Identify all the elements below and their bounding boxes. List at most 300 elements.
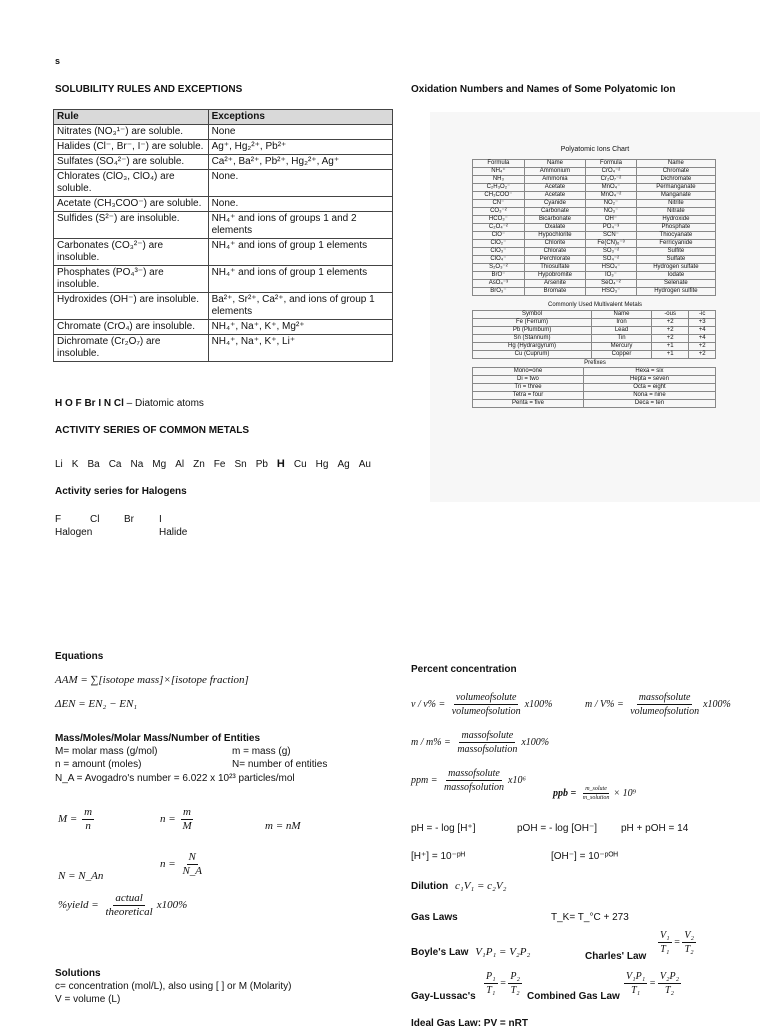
polyatomic-row [473, 240, 716, 248]
delta-en-equation: ΔEN = EN₂ − EN₁ [55, 698, 138, 710]
pa-h-formula2: Formula [586, 160, 637, 168]
pa-h-name2: Name [636, 160, 715, 168]
polyatomic-row-cell: C₂O₄⁻² [473, 224, 525, 232]
V1P1-over-T1 [624, 970, 647, 997]
polyatomic-row-cell: Thiocyanate [636, 232, 715, 240]
denominator: massofsolution [443, 782, 504, 793]
poh-formula: pOH = - log [OH⁻] [517, 823, 598, 834]
oh-conc-formula: [OH⁻] = 10⁻ᵖᴼᴴ [551, 851, 618, 862]
multivalent-row-cell: +4 [689, 335, 716, 343]
mm-lhs: m / m% = [411, 736, 451, 748]
mm-formula [411, 729, 549, 756]
gay-lussac-label: Gay-Lussac's [411, 991, 476, 1002]
solubility-row [54, 335, 393, 362]
prefix-row [473, 392, 716, 400]
mV-lhs: m / V% = [585, 698, 624, 710]
rule-cell: Dichromate (Cr₂O₇) are insoluble. [54, 335, 209, 362]
metal-Sn: Sn [234, 459, 247, 470]
polyatomic-row [473, 272, 716, 280]
molar-mass-formula [58, 806, 96, 833]
denominator: N_A [182, 865, 202, 877]
multivalent-row-cell: Sn (Stannum) [473, 335, 592, 343]
prefix-row [473, 368, 716, 376]
polyatomic-row [473, 288, 716, 296]
multivalent-row-cell: +2 [651, 319, 688, 327]
polyatomic-row-cell: BrO₃⁻ [473, 288, 525, 296]
denominator: T₁ [631, 985, 641, 996]
exception-cell: NH₄⁺ and ions of groups 1 and 2 elements [208, 212, 392, 239]
prefix-row-cell: Tri = three [473, 384, 584, 392]
halogen-title: Activity series for Halogens [55, 486, 187, 497]
solubility-row [54, 266, 393, 293]
numerator: m [183, 806, 191, 818]
equals: = [168, 813, 176, 826]
combined-gas-eq: $\frac{\text{V₁P₁}}{\text{T₁}}$ = $\frac{\text{V₂P₂}}{\text{T₂}}$ [626, 971, 680, 996]
prefix-row-cell: Hepta = seven [583, 376, 715, 384]
exception-cell: NH₄⁺ and ions of group 1 elements [208, 266, 392, 293]
vv-lhs: v / v% = [411, 698, 446, 710]
polyatomic-row-cell: Ammonium [524, 168, 585, 176]
ppb-lhs: ppb = [553, 787, 577, 799]
x100: x100% [156, 899, 188, 912]
polyatomic-row-cell: Ammonia [524, 176, 585, 184]
polyatomic-row [473, 224, 716, 232]
mv-h-symbol: Symbol [473, 311, 592, 319]
metal-Ag: Ag [337, 459, 350, 470]
N-formula: N = N_An [58, 870, 104, 882]
multivalent-row [473, 335, 716, 343]
solubility-title: SOLUBILITY RULES AND EXCEPTIONS [55, 84, 243, 95]
multivalent-row-cell: Cu (Cuprum) [473, 351, 592, 359]
halogen-Cl: Cl [90, 514, 100, 525]
mv-h-ous: -ous [651, 311, 688, 319]
diatomic-label: – Diatomic atoms [123, 398, 204, 409]
denominator: m_solution [582, 795, 610, 801]
polyatomic-row-cell: ClO⁻ [473, 232, 525, 240]
polyatomic-row-cell: SO₃⁻² [586, 248, 637, 256]
prefix-row [473, 400, 716, 408]
solubility-row [54, 212, 393, 239]
x10-9: × 10⁹ [613, 787, 637, 799]
solutions-title: Solutions [55, 968, 101, 979]
numerator: massofsolute [638, 692, 691, 703]
charles-eq: $\frac{\text{V₁}}{\text{T₁}}$ = $\frac{\text{V₂}}{\text{T₂}}$ [660, 930, 694, 955]
avogadro-line: N_A = Avogadro's number = 6.022 x 10²³ particles/mol [55, 773, 295, 784]
metal-Hg: Hg [315, 459, 329, 470]
polyatomic-row-cell: Acetate [524, 184, 585, 192]
prefix-row-cell: Hexa = six [583, 368, 715, 376]
denominator: n [85, 820, 91, 832]
combined-gas-label: Combined Gas Law [527, 991, 620, 1002]
polyatomic-row-cell: Permanganate [636, 184, 715, 192]
polyatomic-row-cell: Phosphate [636, 224, 715, 232]
pa-h-formula1: Formula [473, 160, 525, 168]
polyatomic-row-cell: NH₃ [473, 176, 525, 184]
polyatomic-row [473, 264, 716, 272]
polyatomic-row-cell: HSO₃⁻ [586, 288, 637, 296]
polyatomic-row-cell: CH₃COO⁻ [473, 192, 525, 200]
polyatomic-row-cell: Bromate [524, 288, 585, 296]
exception-cell: None. [208, 170, 392, 197]
multivalent-row-cell: +3 [689, 319, 716, 327]
multivalent-row-cell: Mercury [592, 343, 652, 351]
prefix-row [473, 376, 716, 384]
polyatomic-row [473, 192, 716, 200]
denominator: volumeofsolution [630, 706, 700, 717]
polyatomic-row-cell: Hydrogen sulfite [636, 288, 715, 296]
polyatomic-row-cell: Hypochlorite [524, 232, 585, 240]
boyle-eq: V₁P₁ = V₂P₂ [475, 946, 531, 958]
halogen-Br: Br [124, 514, 134, 525]
diatomic-atoms: H O F Br I N Cl [55, 398, 124, 409]
rule-cell: Sulfides (S²⁻) are insoluble. [54, 212, 209, 239]
multivalent-row-cell: +1 [651, 343, 688, 351]
metal-K: K [71, 459, 79, 470]
ppm-formula [411, 767, 526, 794]
polyatomic-row-cell: IO₃⁻ [586, 272, 637, 280]
prefix-title: Prefixes [584, 360, 606, 366]
def-entities: N= number of entities [232, 759, 328, 770]
polyatomic-row-cell: Cr₂O₇⁻² [586, 176, 637, 184]
polyatomic-row-cell: Iodate [636, 272, 715, 280]
rule-cell: Sulfates (SO₄²⁻) are soluble. [54, 155, 209, 170]
polyatomic-row-cell: SCN⁻ [586, 232, 637, 240]
solubility-table-wrap [53, 109, 393, 362]
boyle-label: Boyle's Law [411, 947, 469, 958]
gay-lussac-eq: $\frac{\text{P₁}}{\text{T₁}}$ = $\frac{\text{P₂}}{\text{T₂}}$ [486, 971, 520, 996]
ppm-lhs: ppm = [411, 774, 438, 786]
activity-title: ACTIVITY SERIES OF COMMON METALS [55, 425, 250, 436]
multivalent-row-cell: +2 [651, 327, 688, 335]
denominator: T₁ [486, 985, 496, 996]
x10-6: x10⁶ [508, 774, 526, 786]
solubility-row [54, 293, 393, 320]
numerator: P₂ [510, 971, 520, 982]
metal-Al: Al [175, 459, 185, 470]
ph-formula: pH = - log [H⁺] [411, 823, 476, 834]
numerator: massofsolute [461, 730, 514, 741]
polyatomic-row [473, 176, 716, 184]
rule-cell: Halides (Cl⁻, Br⁻, I⁻) are soluble. [54, 140, 209, 155]
ppb-formula [553, 785, 636, 802]
multivalent-table [472, 310, 716, 359]
polyatomic-row-cell: SO₄⁻² [586, 256, 637, 264]
polyatomic-row-cell: Sulfate [636, 256, 715, 264]
pa-h-name1: Name [524, 160, 585, 168]
prefix-row-cell: Mono=one [473, 368, 584, 376]
metal-Fe: Fe [213, 459, 226, 470]
halogen-I: I [159, 514, 162, 525]
numerator: V₁ [660, 930, 670, 941]
metal-Ca: Ca [108, 459, 122, 470]
numerator: m [84, 806, 93, 818]
M-symbol: M [58, 813, 68, 826]
solubility-row [54, 125, 393, 140]
prefix-table [472, 367, 716, 408]
rule-cell: Chromate (CrO₄) are insoluble. [54, 320, 209, 335]
def-mass: m = mass (g) [232, 746, 291, 757]
prefix-row-cell: Deca = ten [583, 400, 715, 408]
denominator: theoretical [105, 906, 153, 918]
actual-over-theoretical [103, 892, 154, 919]
solubility-row [54, 197, 393, 212]
polyatomic-row-cell: MnO₄⁻² [586, 192, 637, 200]
numerator: m_solute [585, 786, 607, 792]
polyatomic-title: Oxidation Numbers and Names of Some Polyatomic Ion [411, 84, 676, 95]
boyle-row [411, 946, 530, 958]
metal-Pb: Pb [255, 459, 268, 470]
polyatomic-row-cell: PO₄⁻³ [586, 224, 637, 232]
polyatomic-row-cell: Nitrite [636, 200, 715, 208]
h-conc-formula: [H⁺] = 10⁻ᵖᴴ [411, 851, 465, 862]
polyatomic-row-cell: Thiosulfate [524, 264, 585, 272]
polyatomic-row-cell: CN⁻ [473, 200, 525, 208]
mv-h-ic: -ic [689, 311, 716, 319]
m-over-n [82, 806, 94, 833]
def-molar-mass: M= molar mass (g/mol) [55, 746, 158, 757]
numerator: actual [115, 892, 143, 904]
multivalent-row-cell: +2 [689, 343, 716, 351]
polyatomic-row [473, 256, 716, 264]
solutions-line-1: c= concentration (mol/L), also using [ ] or M (Molarity) [55, 981, 292, 992]
polyatomic-row [473, 208, 716, 216]
solubility-row [54, 170, 393, 197]
kelvin-formula: T_K= T_°C + 273 [551, 912, 629, 923]
P1-over-T1 [484, 970, 498, 997]
exception-cell: None [208, 125, 392, 140]
numerator: V₁P₁ [626, 971, 646, 982]
mass-formula: m = nM [265, 820, 301, 832]
polyatomic-row-cell: CrO₄⁻² [586, 168, 637, 176]
rule-cell: Hydroxides (OH⁻) are insoluble. [54, 293, 209, 320]
polyatomic-row-cell: ClO₄⁻ [473, 256, 525, 264]
numerator: P₁ [486, 971, 496, 982]
denominator: M [182, 820, 192, 832]
polyatomic-row-cell: Cyanide [524, 200, 585, 208]
polyatomic-row-cell: NO₂⁻ [586, 200, 637, 208]
prefix-row-cell: Tetra = four [473, 392, 584, 400]
equations-title: Equations [55, 651, 104, 662]
n-from-N-formula [160, 851, 206, 878]
metal-Cu: Cu [293, 459, 307, 470]
rule-cell: Carbonates (CO₃²⁻) are insoluble. [54, 239, 209, 266]
denominator: T₂ [684, 944, 694, 955]
multivalent-row-cell: Lead [592, 327, 652, 335]
solubility-table [53, 109, 393, 362]
solubility-row [54, 320, 393, 335]
denominator: T₂ [510, 985, 520, 996]
n-symbol: n [160, 813, 166, 826]
polyatomic-row-cell: Chlorate [524, 248, 585, 256]
V1-over-T1 [658, 929, 672, 956]
moles-formula [160, 806, 196, 833]
polyatomic-row [473, 200, 716, 208]
polyatomic-row-cell: CO₃⁻² [473, 208, 525, 216]
x100: x100% [524, 698, 553, 710]
polyatomic-row-cell: Manganate [636, 192, 715, 200]
numerator: massofsolute [448, 768, 500, 779]
metal-H: H [276, 458, 285, 470]
polyatomic-row-cell: ClO₃⁻ [473, 248, 525, 256]
polyatomic-row-cell: Sulfite [636, 248, 715, 256]
polyatomic-row-cell: Hydrogen sulfate [636, 264, 715, 272]
dilution-row [411, 880, 506, 892]
polyatomic-row [473, 168, 716, 176]
polyatomic-chart-image [430, 112, 760, 502]
multivalent-row-cell: Tin [592, 335, 652, 343]
metal-Au: Au [358, 459, 371, 470]
equals: = [69, 813, 78, 826]
numerator: volumeofsolute [455, 692, 517, 703]
multivalent-row-cell: +1 [651, 351, 688, 359]
top-mark: s [55, 56, 61, 66]
denominator: T₁ [660, 944, 670, 955]
polyatomic-row-cell: HSO₄⁻ [586, 264, 637, 272]
denominator: volumeofsolution [451, 706, 521, 717]
polyatomic-row-cell: Oxalate [524, 224, 585, 232]
exception-cell: Ca²⁺, Ba²⁺, Pb²⁺, Hg₂²⁺, Ag⁺ [208, 155, 392, 170]
polyatomic-row-cell: Selenate [636, 280, 715, 288]
polyatomic-row-cell: Acetate [524, 192, 585, 200]
def-amount: n = amount (moles) [55, 759, 142, 770]
exception-cell: Ba²⁺, Sr²⁺, Ca²⁺, and ions of group 1 elements [208, 293, 392, 320]
multivalent-row-cell: +4 [689, 327, 716, 335]
rule-cell: Phosphates (PO₄³⁻) are insoluble. [54, 266, 209, 293]
polyatomic-row-cell: Chromate [636, 168, 715, 176]
polyatomic-row-cell: NH₄⁺ [473, 168, 525, 176]
aam-equation: AAM = ∑[isotope mass]×[isotope fraction] [55, 674, 249, 686]
polyatomic-row-cell: Carbonate [524, 208, 585, 216]
solubility-row [54, 239, 393, 266]
solutions-line-2: V = volume (L) [55, 994, 121, 1005]
polyatomic-row-cell: Bicarbonate [524, 216, 585, 224]
halogen-label: Halogen [55, 527, 93, 538]
multivalent-row [473, 319, 716, 327]
metal-series [55, 458, 380, 470]
n-symbol: n [160, 858, 166, 871]
mm-frac [455, 729, 519, 756]
multivalent-row-cell: Pb (Plumbum) [473, 327, 592, 335]
dilution-eq: c₁V₁ = c₂V₂ [455, 880, 507, 892]
polyatomic-table [472, 159, 716, 296]
ppb-frac [581, 785, 612, 802]
rule-cell: Nitrates (NO₃¹⁻) are soluble. [54, 125, 209, 140]
metal-Ba: Ba [87, 459, 100, 470]
ph-sum-formula: pH + pOH = 14 [621, 823, 689, 834]
exception-cell: NH₄⁺ and ions of group 1 elements [208, 239, 392, 266]
multivalent-row-cell: Hg (Hydrargyrum) [473, 343, 592, 351]
polyatomic-row-cell: Nitrate [636, 208, 715, 216]
exception-cell: NH₄⁺, Na⁺, K⁺, Mg²⁺ [208, 320, 392, 335]
V2-over-T2 [682, 929, 696, 956]
exception-cell: NH₄⁺, Na⁺, K⁺, Li⁺ [208, 335, 392, 362]
mv-h-name: Name [592, 311, 652, 319]
denominator: T₂ [664, 985, 675, 996]
polyatomic-row [473, 248, 716, 256]
numerator: V₂ [684, 930, 694, 941]
polyatomic-row [473, 232, 716, 240]
prefix-row-cell: Di = two [473, 376, 584, 384]
rule-header: Rule [54, 110, 209, 125]
equals: = [168, 858, 176, 871]
multivalent-row-cell: Iron [592, 319, 652, 327]
dilution-label: Dilution [411, 881, 449, 892]
percent-title: Percent concentration [411, 664, 517, 675]
multivalent-row-cell: Copper [592, 351, 652, 359]
prefix-row [473, 384, 716, 392]
polyatomic-row-cell: S₂O₃⁻² [473, 264, 525, 272]
vol-frac [450, 691, 523, 718]
charles-label: Charles' Law [585, 951, 647, 962]
polyatomic-row-cell: Fe(CN)₆⁻³ [586, 240, 637, 248]
polyatomic-row-cell: Ferricyanide [636, 240, 715, 248]
x100: x100% [521, 736, 550, 748]
solubility-row [54, 140, 393, 155]
polyatomic-row-cell: SeO₄⁻² [586, 280, 637, 288]
exception-cell: None. [208, 197, 392, 212]
polyatomic-row-cell: AsO₄⁻³ [473, 280, 525, 288]
percent-yield-formula [58, 892, 187, 919]
polyatomic-row-cell: Arsenite [524, 280, 585, 288]
numerator: V₂P₂ [659, 971, 680, 982]
metal-Zn: Zn [193, 459, 205, 470]
polyatomic-chart-title: Polyatomic Ions Chart [560, 146, 630, 153]
prefix-row-cell: Nona = nine [583, 392, 715, 400]
metal-Na: Na [130, 459, 144, 470]
polyatomic-row-cell: Chlorite [524, 240, 585, 248]
polyatomic-row-cell: C₂H₃O₂⁻ [473, 184, 525, 192]
multivalent-row [473, 351, 716, 359]
mass-moles-title: Mass/Moles/Molar Mass/Number of Entities [55, 733, 261, 744]
polyatomic-row-cell: NO₃⁻ [586, 208, 637, 216]
mV-formula [585, 691, 731, 718]
polyatomic-row-cell: Dichromate [636, 176, 715, 184]
polyatomic-row [473, 216, 716, 224]
multivalent-row-cell: Fe (Ferrum) [473, 319, 592, 327]
rule-cell: Acetate (CH₃COO⁻) are soluble. [54, 197, 209, 212]
multivalent-title: Commonly Used Multivalent Metals [547, 302, 643, 308]
ideal-gas-law: Ideal Gas Law: PV = nRT [411, 1018, 528, 1029]
polyatomic-row-cell: BrO⁻ [473, 272, 525, 280]
diatomic-line [55, 398, 204, 409]
metal-Li: Li [55, 459, 63, 470]
multivalent-row-cell: +2 [651, 335, 688, 343]
yield-lhs: %yield = [58, 899, 99, 912]
multivalent-row [473, 327, 716, 335]
solubility-row [54, 155, 393, 170]
m-over-M [180, 806, 193, 833]
polyatomic-row-cell: Perchlorate [524, 256, 585, 264]
N-over-NA [180, 851, 204, 878]
P2-over-T2 [508, 970, 522, 997]
denominator: massofsolution [457, 744, 518, 755]
exceptions-header: Exceptions [208, 110, 392, 125]
polyatomic-row-cell: OH⁻ [586, 216, 637, 224]
rule-cell: Chlorates (ClO₃, ClO₄) are soluble. [54, 170, 209, 197]
halogen-F: F [55, 514, 62, 525]
x100: x100% [703, 698, 731, 710]
polyatomic-row-cell: MnO₄⁻ [586, 184, 637, 192]
mv-frac [628, 691, 701, 718]
polyatomic-row-cell: Hypobromite [524, 272, 585, 280]
polyatomic-row-cell: ClO₂⁻ [473, 240, 525, 248]
gas-laws-title: Gas Laws [411, 912, 458, 923]
polyatomic-row [473, 280, 716, 288]
ppm-frac [442, 767, 506, 794]
multivalent-row-cell: +2 [689, 351, 716, 359]
multivalent-row [473, 343, 716, 351]
polyatomic-row-cell: HCO₃⁻ [473, 216, 525, 224]
